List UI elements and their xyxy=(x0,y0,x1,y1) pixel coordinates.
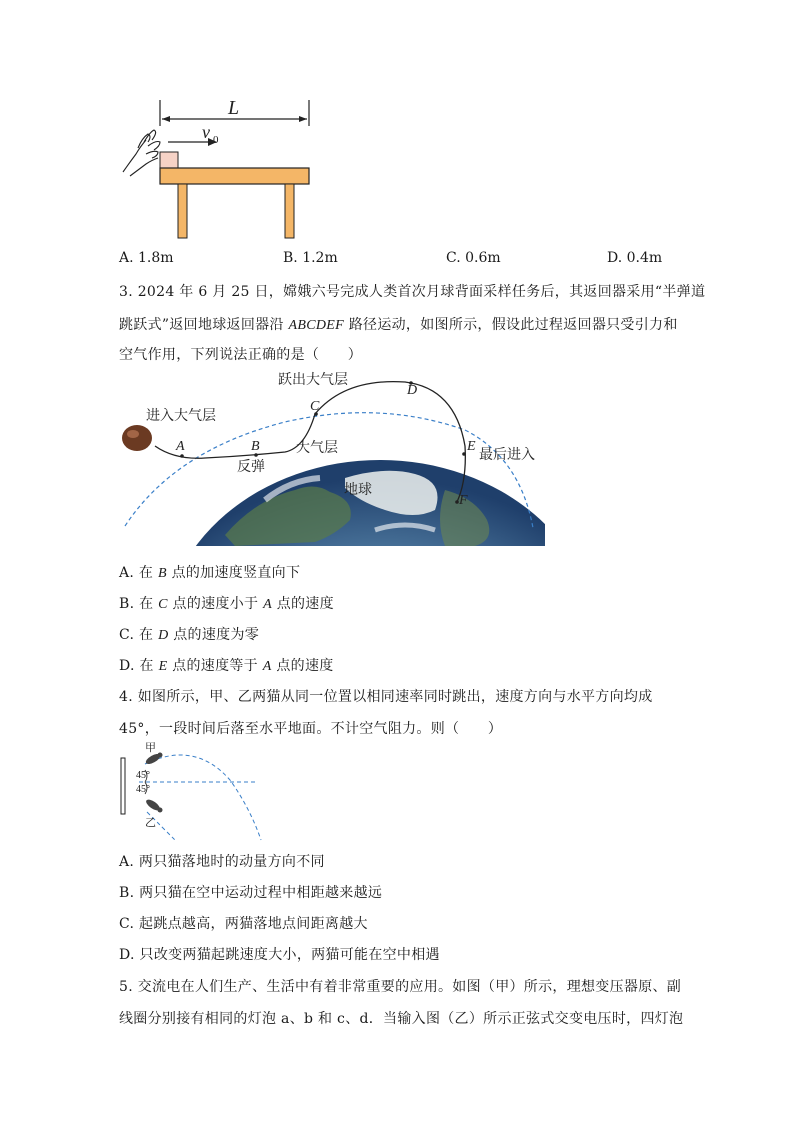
table-top xyxy=(160,168,309,184)
cat-a-label: 甲 xyxy=(145,741,156,754)
point-label-d: D xyxy=(407,383,418,398)
q3-line-1: 3. 2024 年 6 月 25 日，嫦娥六号完成人类首次月球背面采样任务后，其返回器采用“半弹道 xyxy=(119,284,706,300)
q3-line-2a: 跳跃式”返回地球返回器沿 xyxy=(119,317,289,333)
q4-line-2: 45°，一段时间后落至水平地面。不计空气阻力。则（ ） xyxy=(119,721,503,737)
q3-option-c-suffix: 点的速度为零 xyxy=(168,627,260,643)
wall xyxy=(121,758,125,814)
q3-option-d-prefix: D. 在 xyxy=(119,658,159,674)
q5-line-2: 线圈分别接有相同的灯泡 a、b 和 c、d．当输入图（乙）所示正弦式交变电压时，四灯泡 xyxy=(119,1011,684,1027)
q3-option-d-suffix: 点的速度 xyxy=(271,658,334,674)
label-final-entry: 最后进入 xyxy=(479,447,535,463)
q3-line-2 xyxy=(119,314,678,334)
q3-option-c-var: D xyxy=(158,628,169,643)
cat-a-icon xyxy=(144,752,162,766)
velocity-subscript: 0 xyxy=(213,134,219,146)
table-leg-left xyxy=(178,184,187,238)
q3-option-b-prefix: B. 在 xyxy=(119,596,159,612)
q3-option-b[interactable] xyxy=(119,593,334,613)
earth-image xyxy=(162,460,545,548)
q3-option-d-var2: A xyxy=(262,659,272,674)
q3-line-3: 空气作用，下列说法正确的是（ ） xyxy=(119,347,363,363)
q3-option-b-var: C xyxy=(158,597,168,612)
cat-b-label: 乙 xyxy=(145,816,156,829)
q3-option-a[interactable] xyxy=(119,562,300,582)
cat-b-icon xyxy=(144,798,162,813)
capsule-icon xyxy=(122,425,152,451)
velocity-label: v xyxy=(202,122,210,142)
q3-option-d[interactable] xyxy=(119,655,334,675)
reentry-figure xyxy=(115,370,545,548)
q5-line-1: 5. 交流电在人们生产、生活中有着非常重要的应用。如图（甲）所示，理想变压器原、副 xyxy=(119,979,682,995)
q2-option-d[interactable]: D. 0.4m xyxy=(607,250,663,266)
q3-option-c[interactable] xyxy=(119,624,259,644)
q4-option-c[interactable]: C. 起跳点越高，两猫落地点间距离越大 xyxy=(119,916,368,932)
point-label-a: A xyxy=(176,439,185,454)
q3-option-c-prefix: C. 在 xyxy=(119,627,159,643)
q4-option-d[interactable]: D. 只改变两猫起跳速度大小，两猫可能在空中相遇 xyxy=(119,947,440,963)
point-label-c: C xyxy=(310,399,320,414)
q3-option-d-mid: 点的速度等于 xyxy=(167,658,263,674)
q3-option-d-var: E xyxy=(158,659,168,674)
q3-option-a-var: B xyxy=(157,566,167,581)
block-table-figure xyxy=(118,92,318,242)
point-label-f: F xyxy=(459,493,468,508)
label-exit-atmosphere: 跃出大气层 xyxy=(278,372,348,388)
q2-option-c[interactable]: C. 0.6m xyxy=(446,250,501,266)
point-label-b: B xyxy=(251,439,260,454)
q2-option-b[interactable]: B. 1.2m xyxy=(283,250,338,266)
q4-line-1: 4. 如图所示，甲、乙两猫从同一位置以相同速率同时跳出，速度方向与水平方向均成 xyxy=(119,689,653,705)
q4-option-a[interactable]: A. 两只猫落地时的动量方向不同 xyxy=(119,854,325,870)
q2-option-a[interactable]: A. 1.8m xyxy=(119,250,174,266)
label-enter-atmosphere: 进入大气层 xyxy=(146,408,216,424)
q3-option-a-suffix: 点的加速度竖直向下 xyxy=(166,565,301,581)
q4-option-b[interactable]: B. 两只猫在空中运动过程中相距越来越远 xyxy=(119,885,383,901)
block xyxy=(160,152,178,168)
point-label-e: E xyxy=(467,439,476,454)
hand-icon xyxy=(123,130,160,176)
label-atmosphere: 大气层 xyxy=(296,440,338,456)
angle-label-2: 45° xyxy=(136,784,150,795)
table-leg-right xyxy=(285,184,294,238)
q3-option-b-var2: A xyxy=(263,597,272,612)
label-earth: 地球 xyxy=(344,482,372,498)
q3-option-a-prefix: A. 在 xyxy=(119,565,158,581)
q3-line-2b: 路径运动，如图所示，假设此过程返回器只受引力和 xyxy=(343,317,678,333)
length-label: L xyxy=(228,97,240,119)
q3-option-b-suffix: 点的速度 xyxy=(271,596,334,612)
q3-option-b-mid: 点的速度小于 xyxy=(167,596,264,612)
angle-label-1: 45° xyxy=(136,770,150,781)
q3-path: ABCDEF xyxy=(288,318,344,333)
cats-figure xyxy=(115,740,275,842)
label-bounce: 反弹 xyxy=(237,459,265,475)
